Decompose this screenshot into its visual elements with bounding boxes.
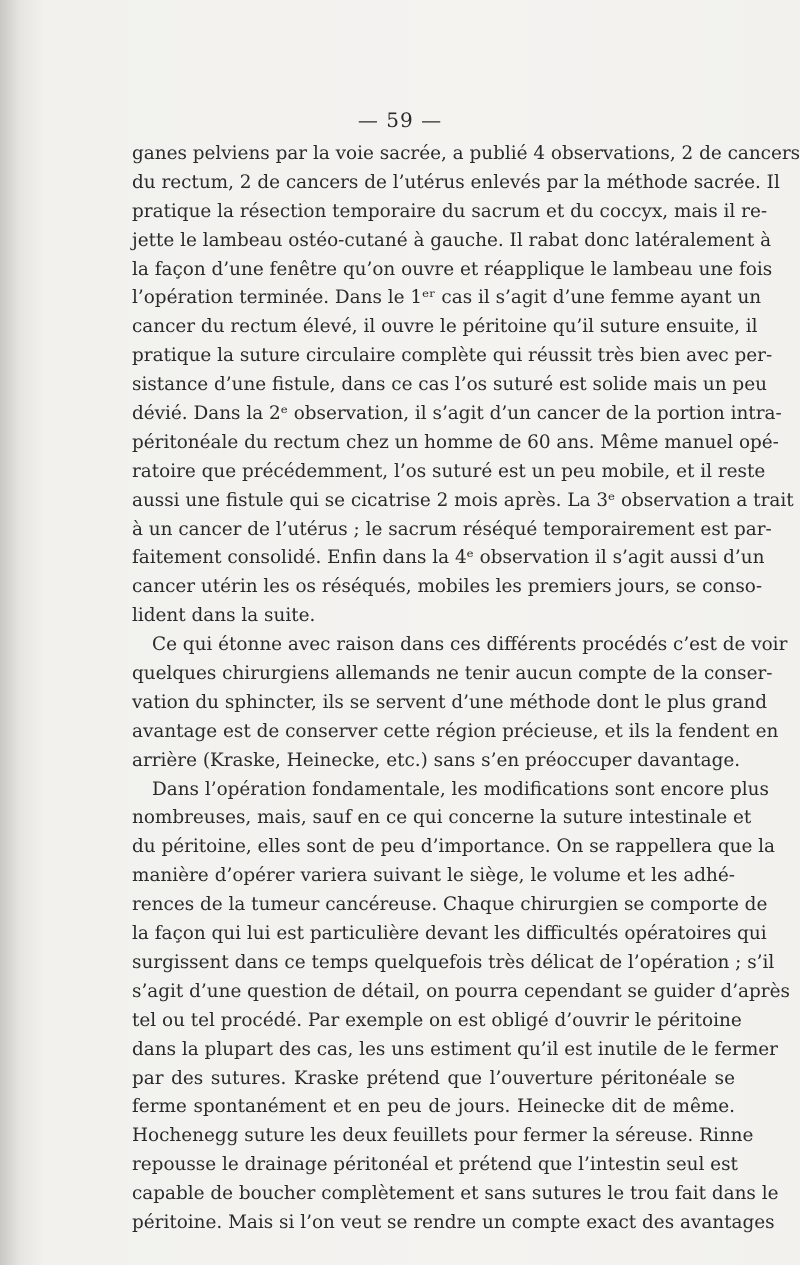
text-line: vation du sphincter, ils se servent d’une méthode dont le plus grand: [132, 691, 767, 713]
text-line: à un cancer de l’utérus ; le sacrum réséqué temporairement est par-: [132, 518, 772, 540]
text-line: Ce qui étonne avec raison dans ces différents procédés c’est de voir: [152, 634, 788, 656]
text-line: aussi une fistule qui se cicatrise 2 mois après. La 3ᵉ observation a trait: [132, 489, 794, 511]
text-line: repousse le drainage péritonéal et prétend que l’intestin seul est: [132, 1154, 738, 1176]
text-line: ganes pelviens par la voie sacrée, a publié 4 observations, 2 de cancers: [132, 143, 800, 164]
text-line: avantage est de conserver cette région précieuse, et ils la fendent en: [132, 720, 779, 742]
text-line: Dans l’opération fondamentale, les modifications sont encore plus: [152, 778, 769, 800]
text-line: surgissent dans ce temps quelquefois très délicat de l’opération ; s’il: [132, 951, 775, 973]
text-line: dans la plupart des cas, les uns estiment qu’il est inutile de le fermer: [132, 1038, 778, 1060]
text-line: sistance d’une fistule, dans ce cas l’os suturé est solide mais un peu: [132, 374, 767, 396]
text-line: cancer utérin les os réséqués, mobiles les premiers jours, se conso-: [132, 576, 763, 598]
text-line: pratique la résection temporaire du sacrum et du coccyx, mais il re-: [132, 200, 768, 222]
page-number: — 59 —: [357, 108, 443, 132]
text-line: par des sutures. Kraske prétend que l’ouverture péritonéale se: [132, 1067, 735, 1089]
text-line: la façon d’une fenêtre qu’on ouvre et réapplique le lambeau une fois: [132, 258, 773, 280]
text-line: la façon qui lui est particulière devant les difficultés opératoires qui: [132, 923, 767, 945]
text-line: du péritoine, elles sont de peu d’importance. On se rappellera que la: [132, 836, 776, 858]
text-line: cancer du rectum élevé, il ouvre le péritoine qu’il suture ensuite, il: [132, 316, 758, 338]
text-line: manière d’opérer variera suivant le siège, le volume et les adhé-: [132, 865, 735, 887]
text-line: du rectum, 2 de cancers de l’utérus enlevés par la méthode sacrée. Il: [132, 171, 780, 193]
text-line: l’opération terminée. Dans le 1ᵉʳ cas il s’agit d’une femme ayant un: [132, 287, 762, 309]
text-line: ratoire que précédemment, l’os suturé est un peu mobile, et il reste: [132, 460, 766, 482]
text-line: tel ou tel procédé. Par exemple on est obligé d’ouvrir le péritoine: [132, 1009, 742, 1031]
text-line: capable de boucher complètement et sans sutures le trou fait dans le: [132, 1183, 779, 1205]
text-line: arrière (Kraske, Heinecke, etc.) sans s’en préoccuper davantage.: [132, 749, 741, 771]
text-line: Hochenegg suture les deux feuillets pour fermer la séreuse. Rinne: [132, 1125, 754, 1147]
text-line: dévié. Dans la 2ᵉ observation, il s’agit d’un cancer de la portion intra-: [132, 403, 782, 425]
text-line: s’agit d’une question de détail, on pourra cependant se guider d’après: [132, 980, 790, 1002]
text-line: ferme spontanément et en peu de jours. Heinecke dit de même.: [132, 1096, 735, 1118]
body-text: [132, 140, 800, 1238]
text-line: rences de la tumeur cancéreuse. Chaque chirurgien se comporte de: [132, 894, 768, 916]
text-line: faitement consolidé. Enfin dans la 4ᵉ observation il s’agit aussi d’un: [132, 547, 765, 569]
text-line: pratique la suture circulaire complète qui réussit très bien avec per-: [132, 345, 773, 367]
text-line: péritonéale du rectum chez un homme de 60 ans. Même manuel opé-: [132, 431, 779, 453]
text-line: jette le lambeau ostéo-cutané à gauche. Il rabat donc latéralement à: [132, 229, 772, 251]
text-line: nombreuses, mais, sauf en ce qui concerne la suture intestinale et: [132, 807, 752, 829]
text-line: lident dans la suite.: [132, 605, 316, 627]
text-line: péritoine. Mais si l’on veut se rendre un compte exact des avantages: [132, 1211, 775, 1233]
text-line: quelques chirurgiens allemands ne tenir aucun compte de la conser-: [132, 663, 773, 685]
